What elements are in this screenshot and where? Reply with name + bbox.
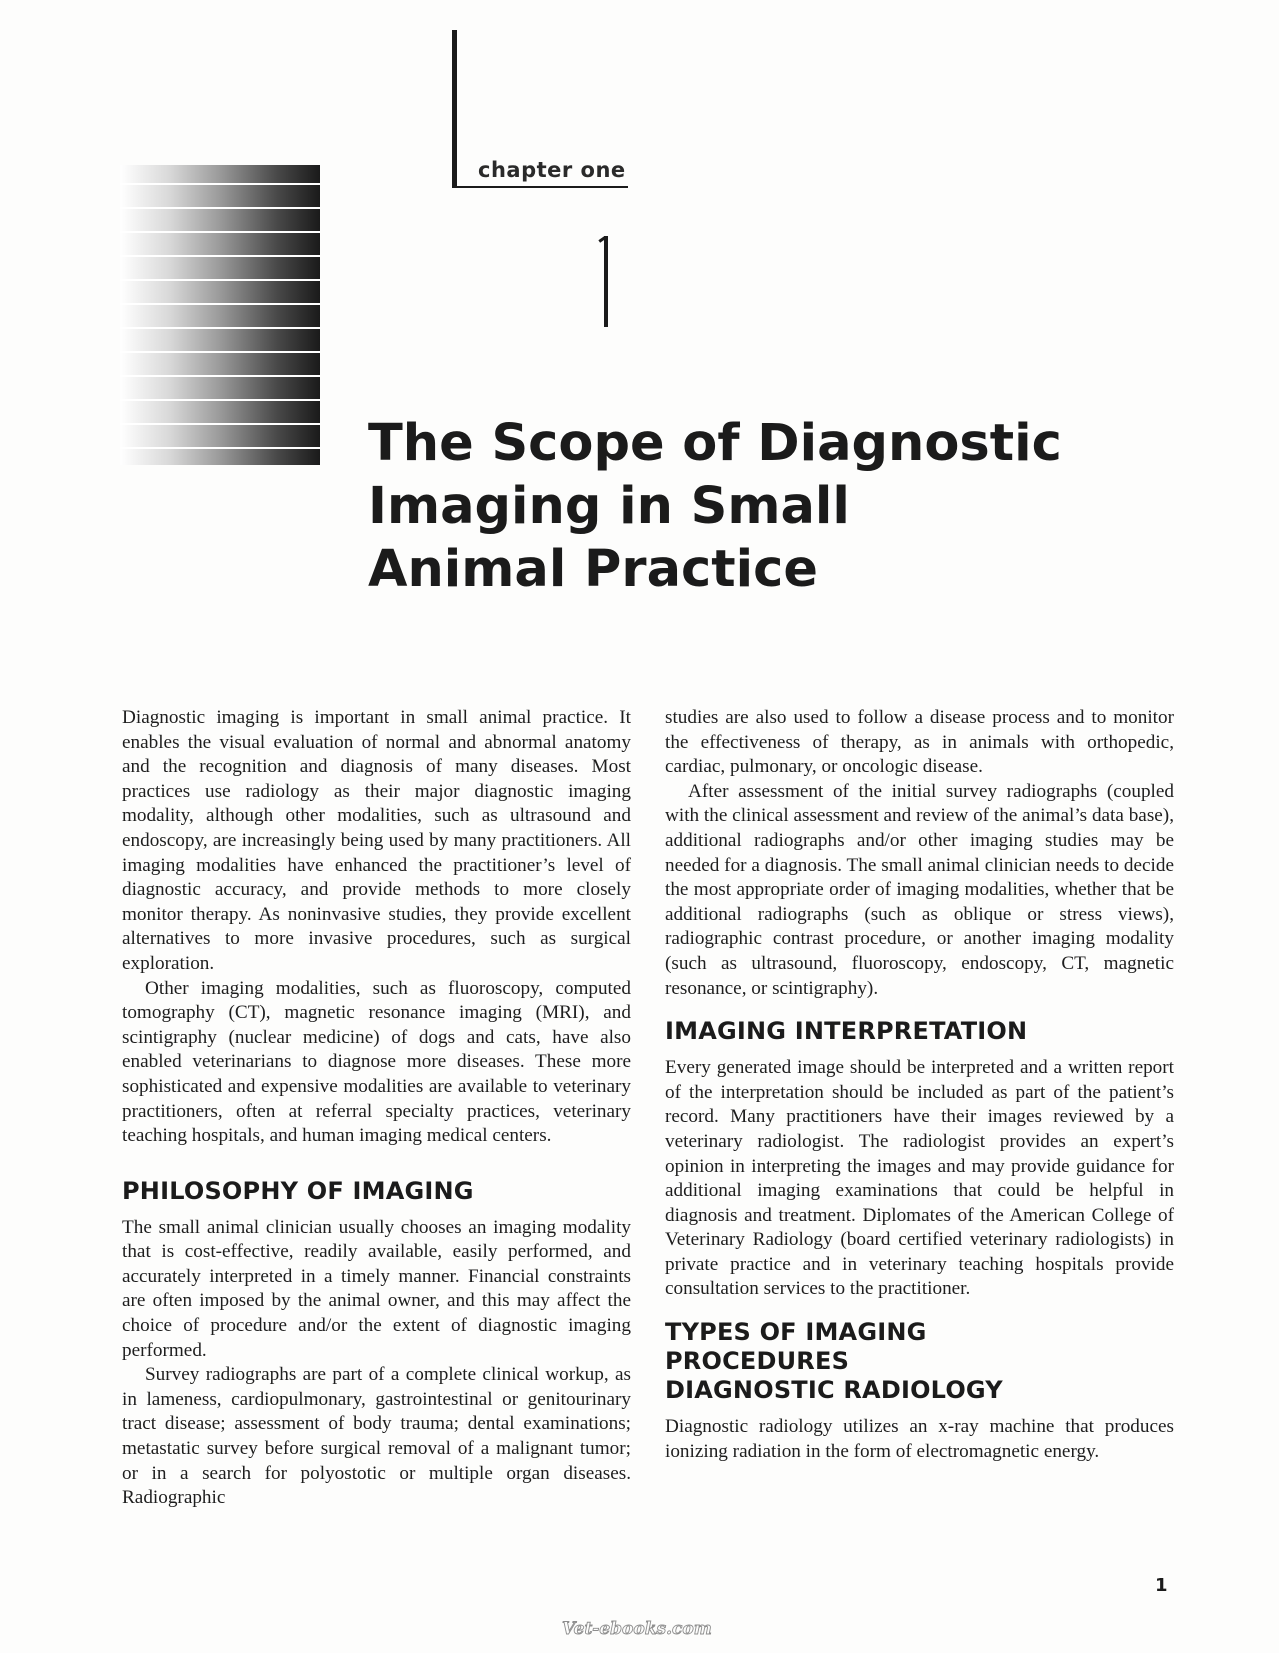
- chapter-title: [368, 412, 1188, 601]
- page-number: 1: [1155, 1575, 1168, 1596]
- left-text-column: [122, 706, 631, 1511]
- gradient-stripe: [120, 207, 320, 209]
- chapter-label-underline: [452, 186, 628, 188]
- body-paragraph: Other imaging modalities, such as fluoroscopy, computed tomography (CT), magnetic resonance imaging (MRI), and scintigraphy (nuclear medicine) of dogs and cats, have also enabled veterinarians to diagnose more diseases. These more sophisticated and expensive modalities are available to veterinary practitioners, often at referral specialty practices, veterinary teaching hospitals, and human imaging medical centers.: [122, 977, 631, 1147]
- body-paragraph: Every generated image should be interpreted and a written report of the interpretation should be included as part of the patient’s record. Many practitioners have their images reviewed by a veterinary radiologist. The radiologist provides an expert’s opinion in interpreting the images and may provide guidance for additional imaging examinations that could be helpful in diagnosis and treatment. Diplomates of the American College of Veterinary Radiology (board certified veterinary radiologists) in private practice and in veterinary teaching hospitals provide consultation services to the practitioner.: [665, 1057, 1174, 1300]
- gradient-stripe: [120, 327, 320, 329]
- chapter-number-text: [602, 232, 603, 233]
- gradient-stripe: [120, 423, 320, 425]
- gradient-stripe: [120, 375, 320, 377]
- chapter-label: chapter one: [478, 158, 626, 182]
- body-paragraph: Diagnostic radiology utilizes an x-ray machine that produces ionizing radiation in the form of electromagnetic energy.: [665, 1416, 1174, 1462]
- watermark-logo: [560, 1610, 720, 1646]
- section-heading-interpretation: IMAGING INTERPRETATION: [665, 1017, 1028, 1046]
- body-paragraph: The small animal clinician usually chooses an imaging modality that is cost-effective, readily available, easily performed, and accurately interpreted in a timely manner. Financial constraints are often imposed by the animal owner, and this may affect the choice of procedure and/or the extent of diagnostic imaging performed.: [122, 1216, 631, 1361]
- right-text-column: [665, 706, 1174, 1464]
- gradient-stripe: [120, 279, 320, 281]
- body-paragraph: Diagnostic imaging is important in small animal practice. It enables the visual evaluation of normal and abnormal anatomy and the recognition and diagnosis of many diseases. Most practices use radiology as their major diagnostic imaging modality, although other modalities, such as ultrasound and endoscopy, are increasingly being used by many practitioners. All imaging modalities have enhanced the practitioner’s level of diagnostic accuracy, and provide methods to more closely monitor therapy. As noninvasive studies, they provide excellent alternatives to more invasive procedures, such as surgical exploration.: [122, 707, 631, 974]
- watermark-text: Vet-ebooks.com: [562, 1619, 712, 1639]
- gradient-stripe: [120, 231, 320, 233]
- chapter-number-stroke: [604, 236, 608, 327]
- section-heading-line: TYPES OF IMAGING: [665, 1318, 927, 1347]
- section-heading-line: PROCEDURES: [665, 1347, 850, 1376]
- chapter-title-line: Imaging in Small: [368, 477, 850, 536]
- gradient-stripe: [120, 303, 320, 305]
- chapter-vertical-rule: [452, 30, 457, 187]
- chapter-number: [602, 232, 607, 327]
- chapter-title-line: Animal Practice: [368, 540, 818, 599]
- body-paragraph: studies are also used to follow a disease process and to monitor the effectiveness of therapy, as in animals with orthopedic, cardiac, pulmonary, or oncologic disease.: [665, 707, 1174, 778]
- gradient-stripe: [120, 399, 320, 401]
- section-heading-types: [665, 1318, 1174, 1405]
- gradient-stripe: [120, 351, 320, 353]
- gradient-stripe: [120, 447, 320, 449]
- decorative-gradient-block: [120, 165, 320, 465]
- body-paragraph: Survey radiographs are part of a complete clinical workup, as in lameness, cardiopulmonary, gastrointestinal or genitourinary tract disease; assessment of body trauma; dental examinations; metastatic survey before surgical removal of a malignant tumor; or in a search for polyostotic or multiple organ diseases. Radiographic: [122, 1364, 631, 1509]
- gradient-stripe: [120, 183, 320, 185]
- section-heading-philosophy: PHILOSOPHY OF IMAGING: [122, 1176, 474, 1205]
- gradient-stripe: [120, 255, 320, 257]
- chapter-title-line: The Scope of Diagnostic: [368, 414, 1062, 473]
- section-heading-line: DIAGNOSTIC RADIOLOGY: [665, 1376, 1003, 1405]
- body-paragraph: After assessment of the initial survey radiographs (coupled with the clinical assessment and review of the animal’s data base), additional radiographs and/or other imaging studies may be needed for a diagnosis. The small animal clinician needs to decide the most appropriate order of imaging modalities, whether that be additional radiographs (such as oblique or stress views), radiographic contrast procedure, or another imaging modality (such as ultrasound, fluoroscopy, endoscopy, CT, magnetic resonance, or scintigraphy).: [665, 780, 1174, 999]
